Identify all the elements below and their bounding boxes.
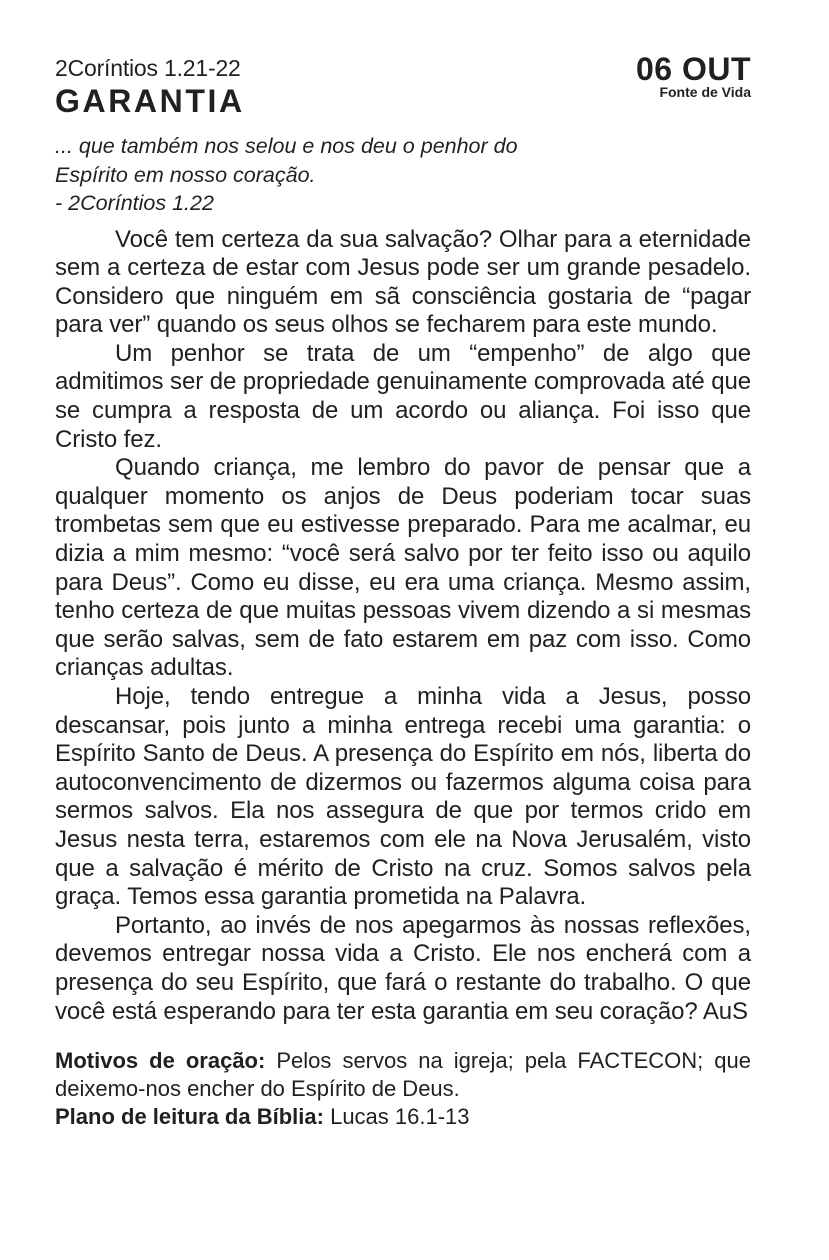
epigraph [55,132,751,218]
prayer-label: Motivos de oração: [55,1048,266,1074]
bible-reference: 2Coríntios 1.21-22 [55,55,241,81]
body-paragraph: Um penhor se trata de um “empenho” de algo que admitimos ser de propriedade genuinamente comprovada até que se cumpra a resposta de um acordo ou aliança. Foi isso que Cristo fez. [55,339,751,453]
devotional-page [55,50,751,1131]
date-block [636,53,751,99]
body-paragraph: Portanto, ao invés de nos apegarmos às nossas reflexões, devemos entregar nossa vida a Cristo. Ele nos encherá com a presença do seu Espírito, que fará o restante do trabalho. O que você está esperando para ter esta garantia em seu coração? AuS [55,911,751,1025]
reading-plan [55,1103,751,1131]
footer [55,1047,751,1131]
body-paragraph: Você tem certeza da sua salvação? Olhar para a eternidade sem a certeza de estar com Jesus pode ser um grande pesadelo. Considero que ninguém em sã consciência gostaria de “pagar para ver” quando os seus olhos se fecharem para este mundo. [55,225,751,339]
prayer-text: Pelos servos na igreja; pela FACTECON; que deixemo-nos encher do Espírito de Deus. [55,1048,751,1102]
date: 06 OUT [635,51,751,87]
epigraph-line: Espírito em nosso coração. [55,162,316,187]
devotional-body [55,226,751,1027]
prayer-motives [55,1047,751,1103]
reading-label: Plano de leitura da Bíblia: [55,1104,324,1130]
reading-text: Lucas 16.1-13 [330,1104,470,1130]
body-paragraph: Hoje, tendo entregue a minha vida a Jesus, posso descansar, pois junto a minha entrega recebi uma garantia: o Espírito Santo de Deus. A presença do Espírito em nós, liberta do autoconvencimento de dizermos ou fazermos alguma coisa para sermos salvos. Ela nos assegura de que por termos crido em Jesus nesta terra, estaremos com ele na Nova Jerusalém, visto que a salvação é mérito de Cristo na cruz. Somos salvos pela graça. Temos essa garantia prometida na Palavra. [55,683,751,911]
source-label: Fonte de Vida [659,84,751,100]
epigraph-line: ... que também nos selou e nos deu o penhor do [55,134,518,158]
page-title: GARANTIA [55,83,245,119]
header [55,50,751,120]
body-paragraph: Quando criança, me lembro do pavor de pensar que a qualquer momento os anjos de Deus poderiam tocar suas trombetas sem que eu estivesse preparado. Para me acalmar, eu dizia a mim mesmo: “você será salvo por ter feito isso ou aquilo para Deus”. Como eu disse, eu era uma criança. Mesmo assim, tenho certeza de que muitas pessoas vivem dizendo a si mesmas que serão salvas, sem de fato estarem em paz com isso. Como crianças adultas. [55,454,751,682]
epigraph-citation: - 2Coríntios 1.22 [55,191,214,215]
